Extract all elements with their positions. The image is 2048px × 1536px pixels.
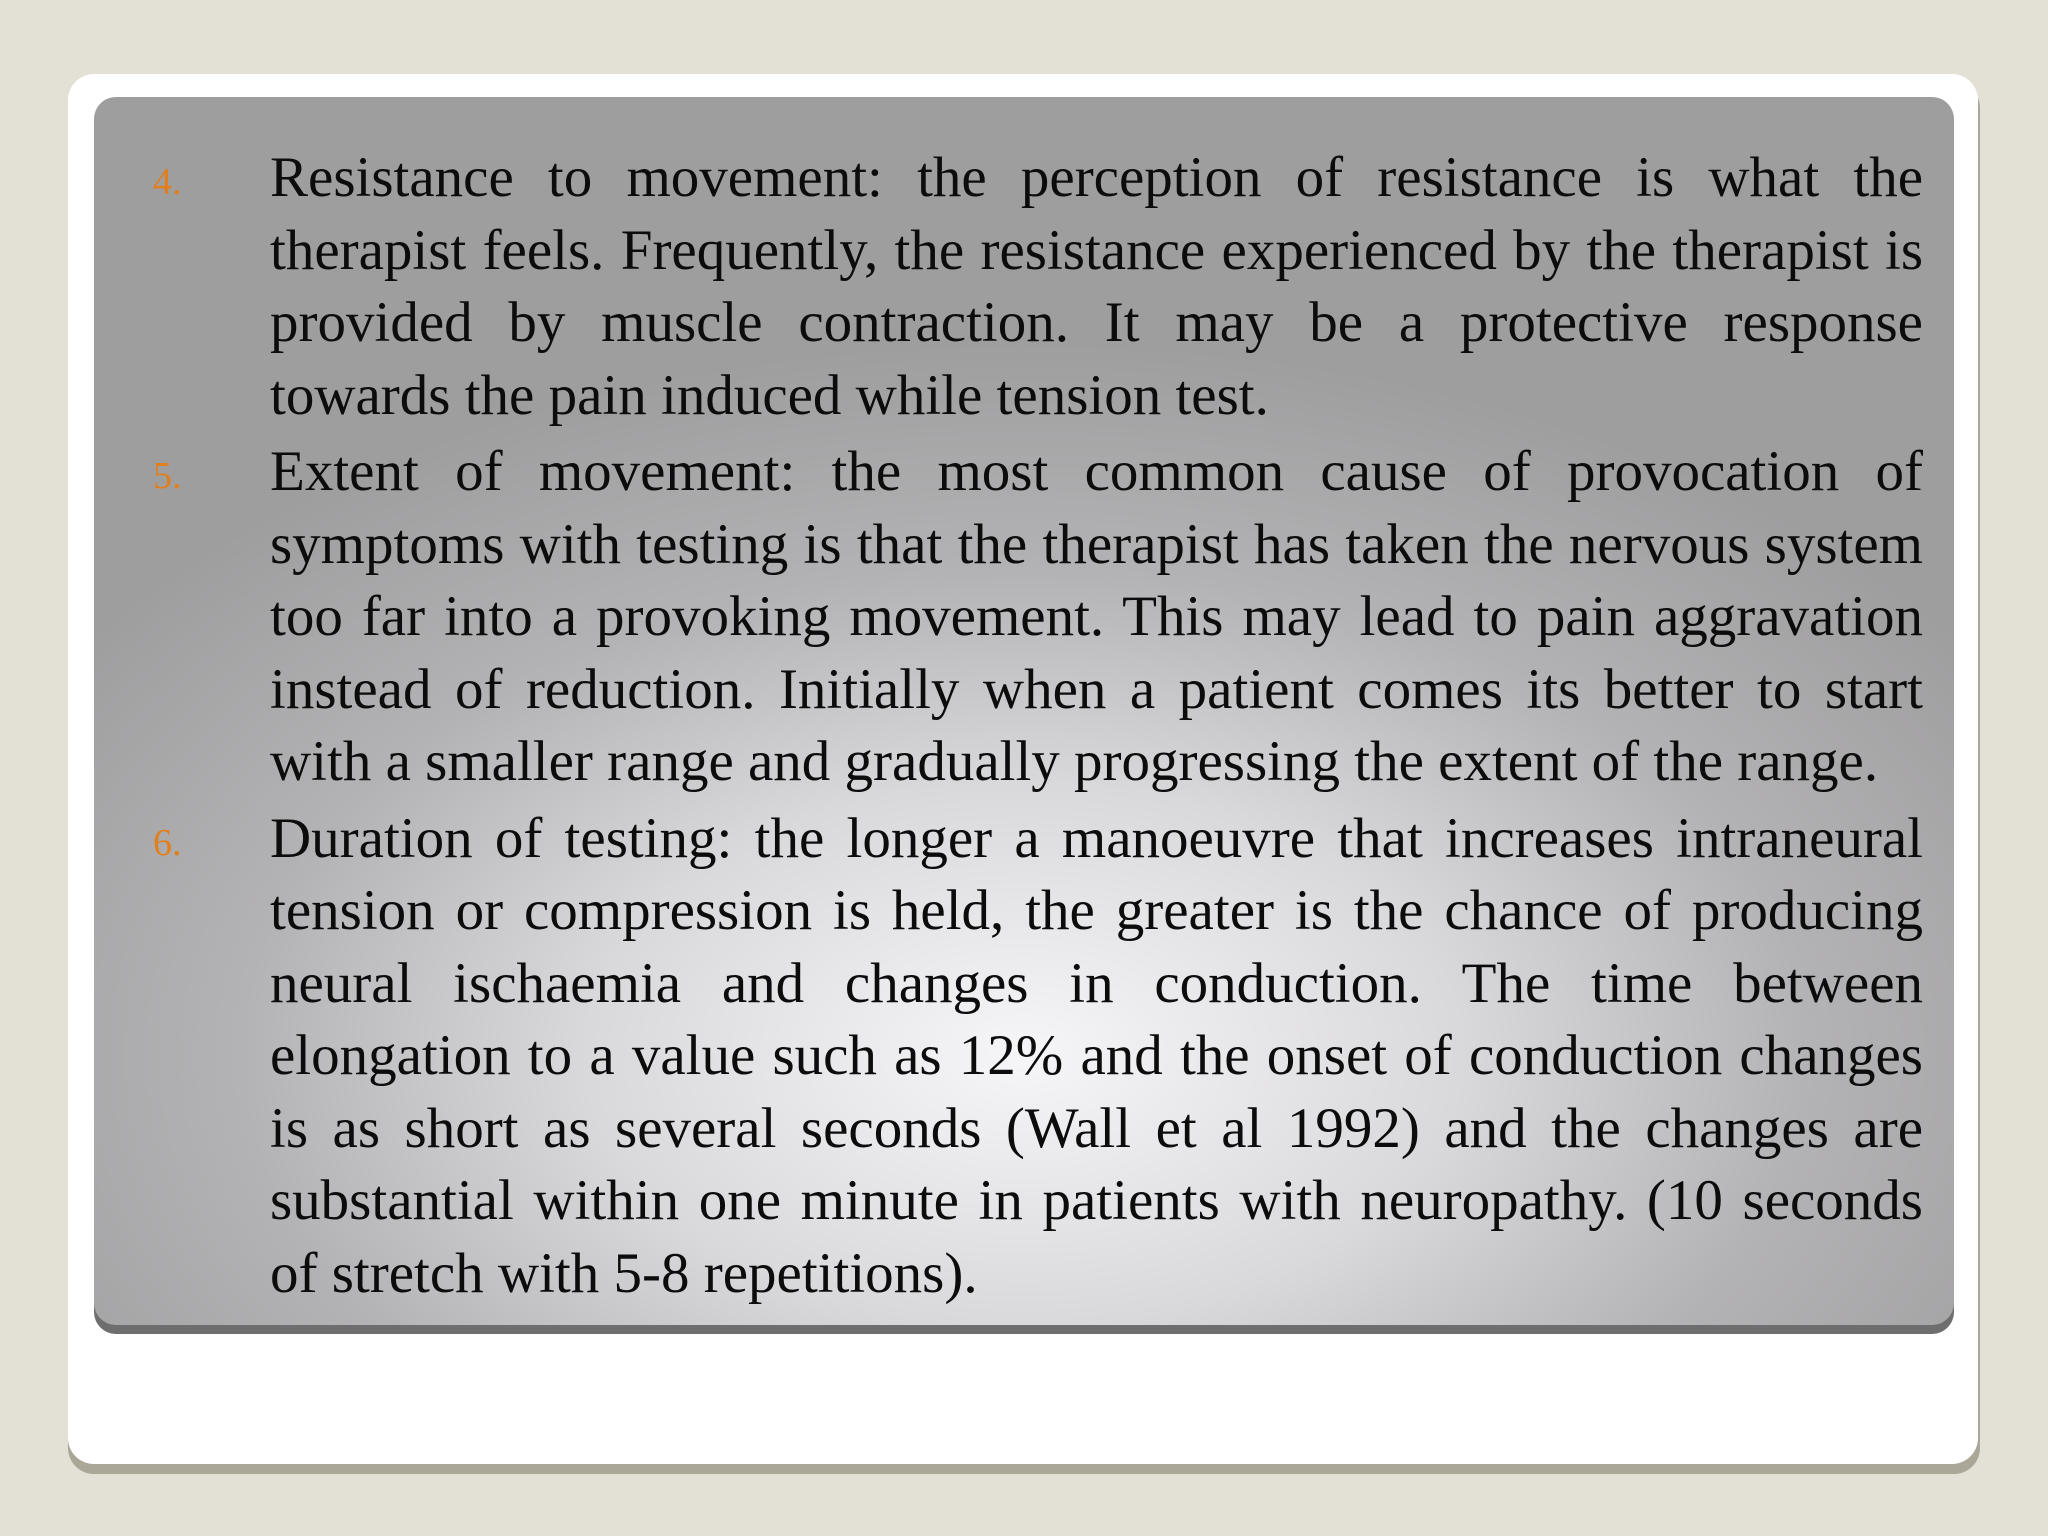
list-number: 4.: [153, 161, 182, 203]
list-item-text: Resistance to movement: the perception of resistance is what the therapist feels. Frequently, the resistance experienced by the therapist is provided by muscle contraction. It may be a protective response towards the pain induced while tension test.: [270, 146, 1923, 427]
list-item-6: [150, 803, 1923, 1311]
numbered-list: [150, 142, 1923, 1314]
list-item-text: Extent of movement: the most common cause of provocation of symptoms with testing is that the therapist has taken the nervous system too far into a provoking movement. This may lead to pain aggravation instead of reduction. Initially when a patient comes its better to start with a smaller range and gradually progressing the extent of the range.: [270, 440, 1923, 793]
list-number: 5.: [153, 455, 182, 497]
list-item-4: [150, 142, 1923, 432]
list-item-5: [150, 436, 1923, 799]
list-item-text: Duration of testing: the longer a manoeuvre that increases intraneural tension or compression is held, the greater is the chance of producing neural ischaemia and changes in conduction. The time between elongation to a value such as 12% and the onset of conduction changes is as short as several seconds (Wall et al 1992) and the changes are substantial within one minute in patients with neuropathy. (10 seconds of stretch with 5-8 repetitions).: [270, 806, 1923, 1305]
list-number: 6.: [153, 821, 182, 864]
